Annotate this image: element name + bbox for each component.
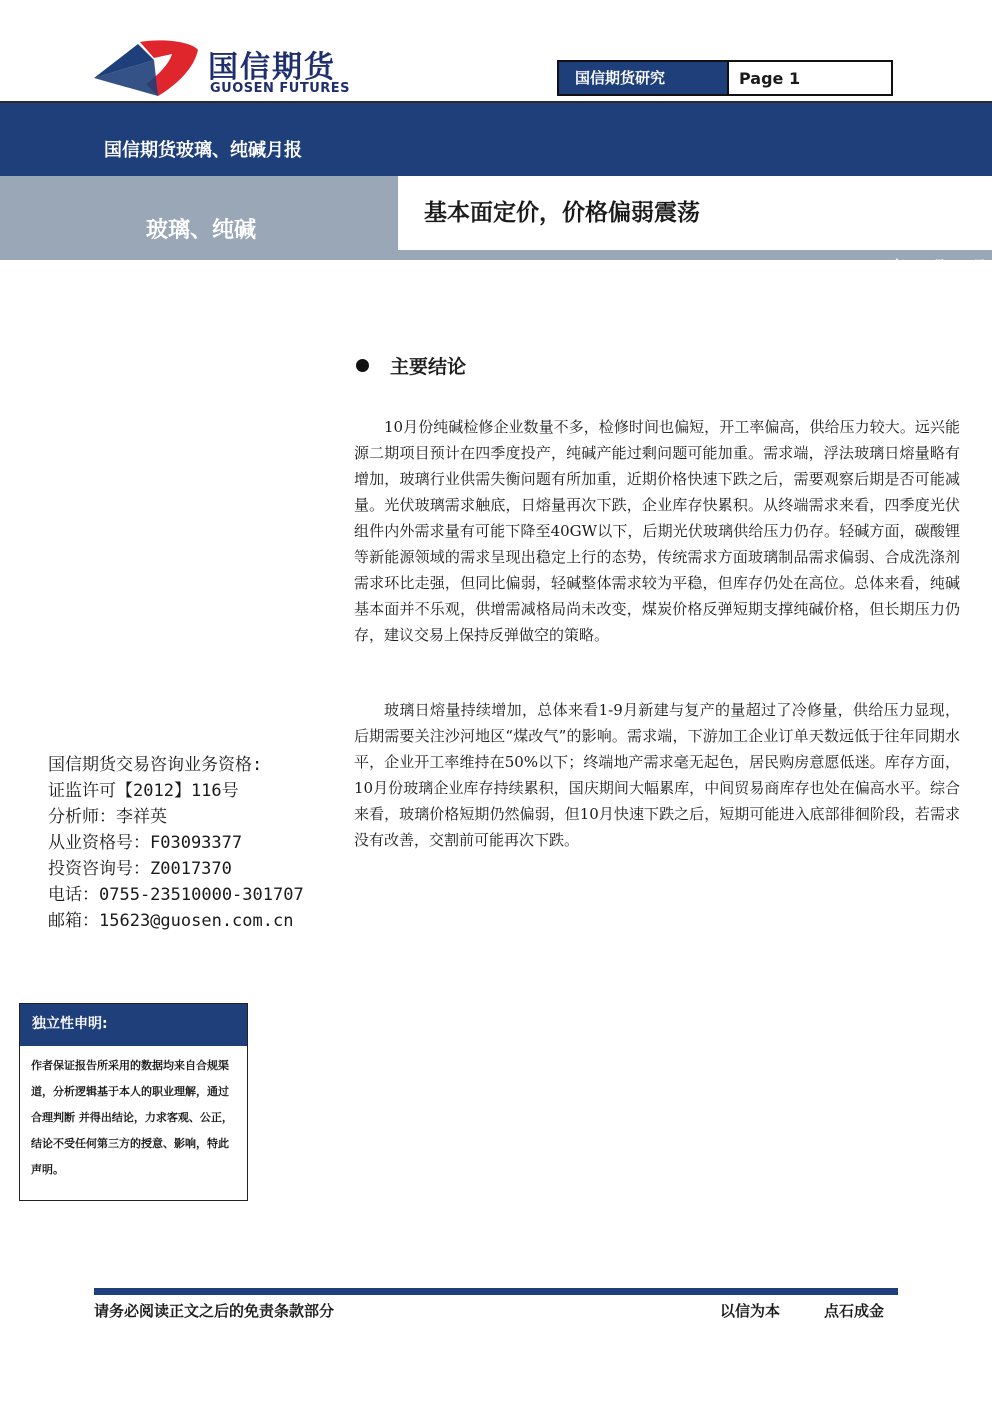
footer-rule	[94, 1288, 898, 1295]
independence-statement-box	[19, 1003, 248, 1201]
advisory-cert: 投资咨询号：Z0017370	[48, 859, 232, 879]
footer-disclaimer-note: 请务必阅读正文之后的免责条款部分	[94, 1302, 335, 1320]
analyst-name: 分析师：李祥英	[48, 807, 167, 827]
guosen-logo-icon	[94, 40, 198, 98]
section-heading: 主要结论	[390, 356, 467, 378]
report-date: 2025 年 10 月 26 日	[852, 259, 986, 274]
phone: 电话：0755-23510000-301707	[48, 885, 304, 905]
brand-name-en: GUOSEN FUTURES	[210, 81, 351, 96]
footer-motto-2: 点石成金	[824, 1302, 885, 1320]
brand-name-cn: 国信期货	[208, 50, 336, 85]
license-line: 证监许可【2012】116号	[48, 781, 239, 801]
report-series-title: 国信期货玻璃、纯碱月报	[104, 140, 302, 161]
category-label: 玻璃、纯碱	[146, 218, 257, 243]
page-title: 基本面定价，价格偏弱震荡	[424, 199, 700, 226]
conclusion-paragraph-soda-ash: 10月份纯碱检修企业数量不多，检修时间也偏短，开工率偏高，供给压力较大。远兴能源二期项目预计在四季度投产，纯碱产能过剩问题可能加重。需求端，浮法玻璃日熔量略有增加，玻璃行业供需失衡问题有所加重，近期价格快速下跌之后，需要观察后期是否可能减量。光伏玻璃需求触底，日熔量再次下跌，企业库存快累积。从终端需求来看，四季度光伏组件内外需求量有可能下降至40GW以下，后期光伏玻璃供给压力仍存。轻碱方面，碳酸锂等新能源领域的需求呈现出稳定上行的态势，传统需求方面玻璃制品需求偏弱、合成洗涤剂需求环比走强，但同比偏弱，轻碱整体需求较为平稳，但库存仍处在高位。总体来看，纯碱基本面并不乐观，供增需减格局尚未改变，煤炭价格反弹短期支撑纯碱价格，但长期压力仍存，建议交易上保持反弹做空的策略。	[354, 418, 960, 644]
practice-cert: 从业资格号：F03093377	[48, 833, 243, 853]
header-page-box	[557, 60, 893, 96]
page-number: Page 1	[739, 69, 801, 88]
independence-heading: 独立性申明:	[20, 1004, 247, 1046]
footer-motto-1: 以信为本	[720, 1302, 781, 1320]
email: 邮箱：15623@guosen.com.cn	[48, 911, 294, 931]
conclusion-paragraph-glass: 玻璃日熔量持续增加，总体来看1-9月新建与复产的量超过了冷修量，供给压力显现，后期需要关注沙河地区“煤改气”的影响。需求端，下游加工企业订单天数远低于往年同期水平，企业开工率维持在50%以下；终端地产需求毫无起色，居民购房意愿低迷。库存方面，10月份玻璃企业库存持续累积，国庆期间大幅累库，中间贸易商库存也处在偏高水平。综合来看，玻璃价格短期仍然偏弱，但10月快速下跌之后，短期可能进入底部徘徊阶段，若需求没有改善，交割前可能再次下跌。	[354, 701, 960, 849]
bullet-icon	[356, 359, 369, 372]
box-divider	[727, 62, 729, 94]
qualification-line: 国信期货交易咨询业务资格:	[48, 755, 263, 775]
analyst-info	[48, 752, 304, 934]
independence-body: 作者保证报告所采用的数据均来自合规渠道，分析逻辑基于本人的职业理解，通过合理判断 并得出结论，力求客观、公正，结论不受任何第三方的授意、影响，特此声明。	[31, 1059, 233, 1176]
research-label: 国信期货研究	[559, 62, 727, 94]
